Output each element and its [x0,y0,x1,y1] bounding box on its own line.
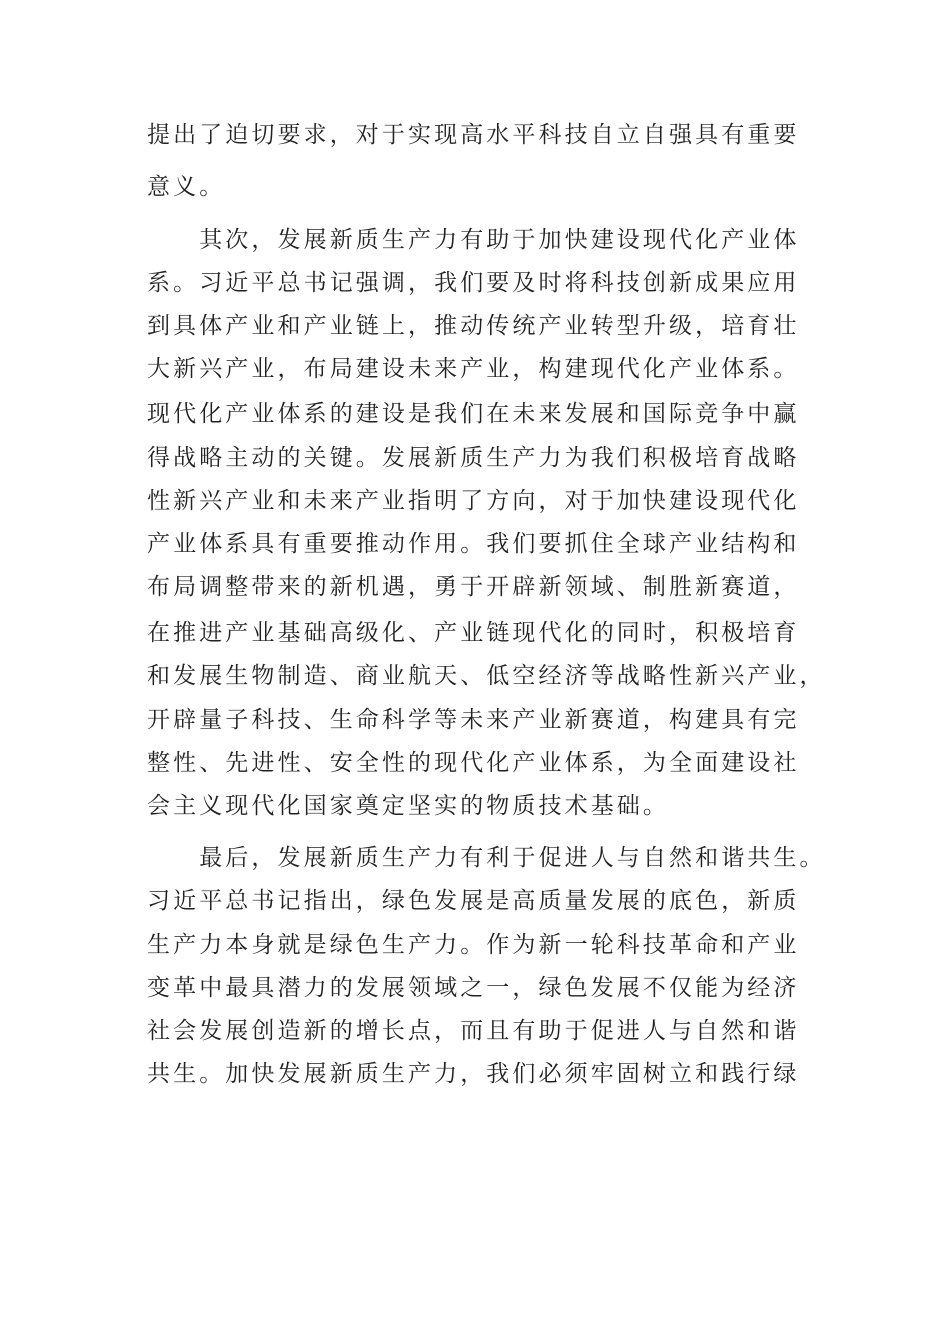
text-line: 变革中最具潜力的发展领域之一，绿色发展不仅能为经济 [147,975,800,1001]
text-line: 其次，发展新质生产力有助于加快建设现代化产业体 [147,227,800,253]
text-line: 得战略主动的关键。发展新质生产力为我们积极培育战略 [147,445,800,471]
text-line: 最后，发展新质生产力有利于促进人与自然和谐共生。 [147,845,826,871]
text-line: 意义。 [147,174,226,200]
text-line: 性新兴产业和未来产业指明了方向，对于加快建设现代化 [147,488,800,514]
text-line: 习近平总书记指出，绿色发展是高质量发展的底色，新质 [147,888,800,914]
text-line: 生产力本身就是绿色生产力。作为新一轮科技革命和产业 [147,932,800,958]
text-line: 提出了迫切要求，对于实现高水平科技自立自强具有重要 [147,122,800,148]
text-line: 布局调整带来的新机遇，勇于开辟新领域、制胜新赛道， [147,574,800,600]
text-line: 开辟量子科技、生命科学等未来产业新赛道，构建具有完 [147,707,800,733]
text-line: 共生。加快发展新质生产力，我们必须牢固树立和践行绿 [147,1061,800,1087]
text-line: 大新兴产业，布局建设未来产业，构建现代化产业体系。 [147,356,800,382]
text-line: 现代化产业体系的建设是我们在未来发展和国际竞争中赢 [147,401,800,427]
text-line: 在推进产业基础高级化、产业链现代化的同时，积极培育 [147,620,800,646]
text-line: 和发展生物制造、商业航天、低空经济等战略性新兴产业， [147,663,826,689]
text-line: 到具体产业和产业链上，推动传统产业转型升级，培育壮 [147,313,800,339]
text-line: 会主义现代化国家奠定坚实的物质技术基础。 [147,793,669,819]
text-line: 产业体系具有重要推动作用。我们要抓住全球产业结构和 [147,531,800,557]
text-line: 整性、先进性、安全性的现代化产业体系，为全面建设社 [147,750,800,776]
text-line: 系。习近平总书记强调，我们要及时将科技创新成果应用 [147,270,800,296]
text-line: 社会发展创造新的增长点，而且有助于促进人与自然和谐 [147,1018,800,1044]
